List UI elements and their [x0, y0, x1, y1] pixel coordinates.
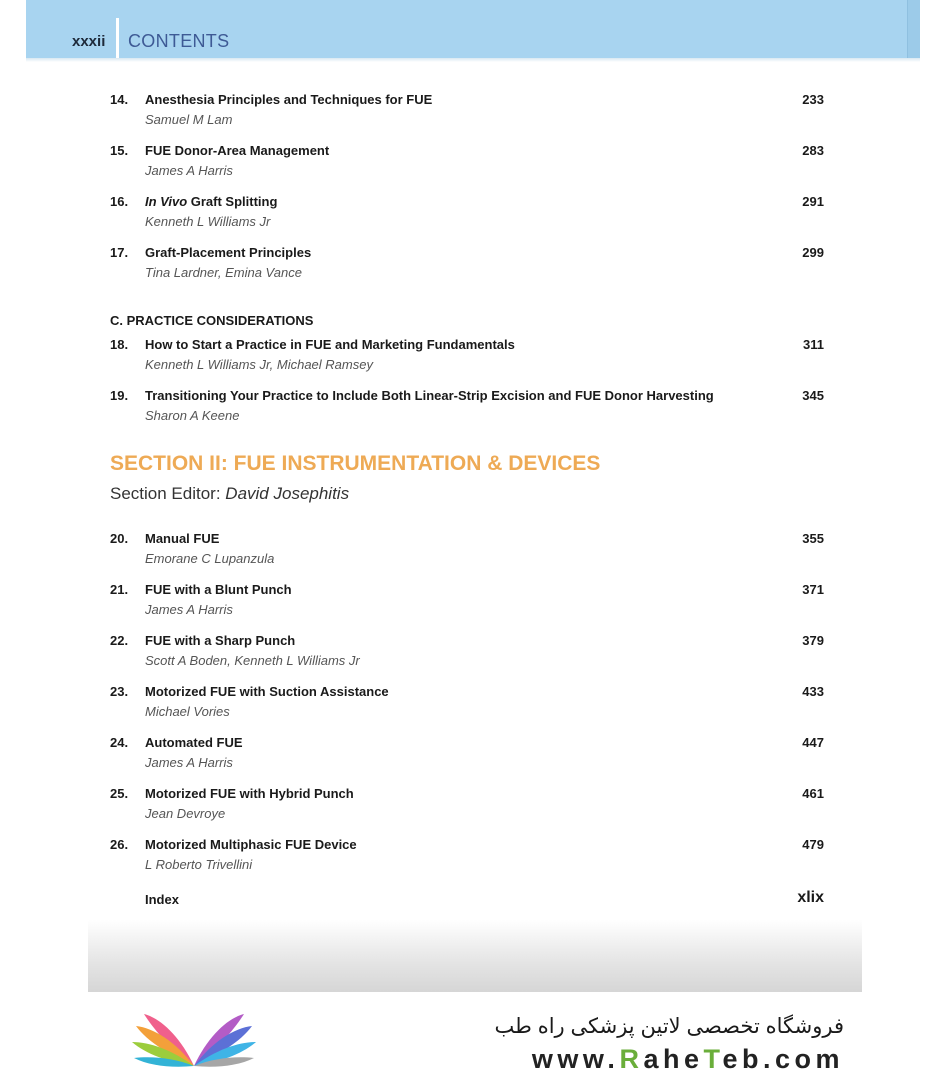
chapter-title[interactable]: Motorized FUE with Suction Assistance	[145, 684, 389, 699]
chapter-number: 23.	[110, 684, 129, 699]
chapter-author: James A Harris	[145, 602, 233, 617]
chapter-number: 15.	[110, 143, 129, 158]
chapter-author: Scott A Boden, Kenneth L Williams Jr	[145, 653, 360, 668]
chapter-number: 26.	[110, 837, 129, 852]
toc-entry-23[interactable]	[110, 684, 824, 728]
toc-entry-20[interactable]	[110, 531, 824, 575]
chapter-number: 19.	[110, 388, 129, 403]
page-bottom-shadow	[88, 920, 862, 992]
url-letter-highlight: T	[703, 1044, 723, 1074]
store-name: فروشگاه تخصصی لاتین پزشکی راه طب	[494, 1015, 844, 1038]
chapter-title[interactable]: Motorized Multiphasic FUE Device	[145, 837, 357, 852]
chapter-number: 20.	[110, 531, 129, 546]
url-part: www.	[531, 1044, 620, 1074]
chapter-author: Kenneth L Williams Jr	[145, 214, 271, 229]
toc-entry-25[interactable]	[110, 786, 824, 830]
chapter-title-italic: In Vivo	[145, 194, 188, 209]
chapter-number: 24.	[110, 735, 129, 750]
chapter-title[interactable]: FUE with a Sharp Punch	[145, 633, 296, 648]
header-shadow	[26, 58, 920, 62]
chapter-title[interactable]: Transitioning Your Practice to Include Both Linear-Strip Excision and FUE Donor Harvesting	[145, 388, 714, 403]
section-editor-name: David Josephitis	[225, 484, 350, 503]
chapter-page: 233	[802, 92, 824, 107]
chapter-page: 461	[802, 786, 824, 801]
chapter-author: L Roberto Trivellini	[145, 857, 253, 872]
chapter-title[interactable]: Manual FUE	[145, 531, 220, 546]
chapter-title[interactable]: Automated FUE	[145, 735, 243, 750]
chapter-number: 14.	[110, 92, 129, 107]
header-edge-strip	[907, 0, 920, 58]
chapter-page: 479	[802, 837, 824, 852]
page-title: CONTENTS	[128, 31, 230, 51]
chapter-number: 17.	[110, 245, 129, 260]
chapter-number: 25.	[110, 786, 129, 801]
website-url[interactable]	[500, 1044, 844, 1075]
chapter-page: 447	[802, 735, 824, 750]
chapter-title[interactable]: How to Start a Practice in FUE and Marketing Fundamentals	[145, 337, 515, 352]
chapter-title[interactable]: Anesthesia Principles and Techniques for FUE	[145, 92, 433, 107]
header-divider	[116, 18, 119, 58]
toc-entry-15[interactable]	[110, 143, 824, 187]
chapter-page: 345	[802, 388, 824, 403]
chapter-author: Kenneth L Williams Jr, Michael Ramsey	[145, 357, 373, 372]
chapter-page: 283	[802, 143, 824, 158]
chapter-author: Emorane C Lupanzula	[145, 551, 275, 566]
chapter-page: 379	[802, 633, 824, 648]
toc-entry-22[interactable]	[110, 633, 824, 677]
chapter-number: 18.	[110, 337, 129, 352]
chapter-title-rest: Graft Splitting	[187, 194, 278, 209]
toc-entry-18[interactable]	[110, 337, 824, 381]
toc-entry-24[interactable]	[110, 735, 824, 779]
toc-entry-19[interactable]	[110, 388, 824, 432]
toc-entry-26[interactable]	[110, 837, 824, 881]
part-heading: C. PRACTICE CONSIDERATIONS	[110, 313, 314, 328]
chapter-page: 371	[802, 582, 824, 597]
chapter-author: Sharon A Keene	[145, 408, 240, 423]
toc-entry-14[interactable]	[110, 92, 824, 136]
chapter-page: 433	[802, 684, 824, 699]
chapter-number: 22.	[110, 633, 129, 648]
url-part: eb.com	[722, 1044, 844, 1074]
chapter-page: 291	[802, 194, 824, 209]
chapter-title[interactable]: FUE Donor-Area Management	[145, 143, 330, 158]
chapter-title[interactable]	[145, 194, 277, 209]
index-page: xlix	[797, 889, 824, 906]
toc-entry-17[interactable]	[110, 245, 824, 289]
open-book-rainbow-icon	[130, 1008, 258, 1074]
chapter-title[interactable]: Motorized FUE with Hybrid Punch	[145, 786, 354, 801]
chapter-page: 355	[802, 531, 824, 546]
section-editor	[110, 484, 349, 504]
toc-entry-16[interactable]	[110, 194, 824, 238]
chapter-author: James A Harris	[145, 755, 233, 770]
chapter-author: Michael Vories	[145, 704, 230, 719]
chapter-author: Jean Devroye	[145, 806, 226, 821]
page-number: xxxii	[72, 33, 106, 50]
chapter-number: 16.	[110, 194, 129, 209]
chapter-number: 21.	[110, 582, 129, 597]
chapter-author: Samuel M Lam	[145, 112, 233, 127]
url-letter-highlight: R	[619, 1044, 644, 1074]
chapter-author: Tina Lardner, Emina Vance	[145, 265, 302, 280]
url-part: ahe	[643, 1044, 704, 1074]
toc-entry-21[interactable]	[110, 582, 824, 626]
section-editor-label: Section Editor:	[110, 484, 221, 503]
chapter-author: James A Harris	[145, 163, 233, 178]
chapter-page: 299	[802, 245, 824, 260]
index-label[interactable]: Index	[145, 892, 179, 907]
chapter-page: 311	[803, 337, 824, 352]
chapter-title[interactable]: Graft-Placement Principles	[145, 245, 312, 260]
chapter-title[interactable]: FUE with a Blunt Punch	[145, 582, 292, 597]
section-heading: SECTION II: FUE INSTRUMENTATION & DEVICES	[110, 452, 601, 475]
